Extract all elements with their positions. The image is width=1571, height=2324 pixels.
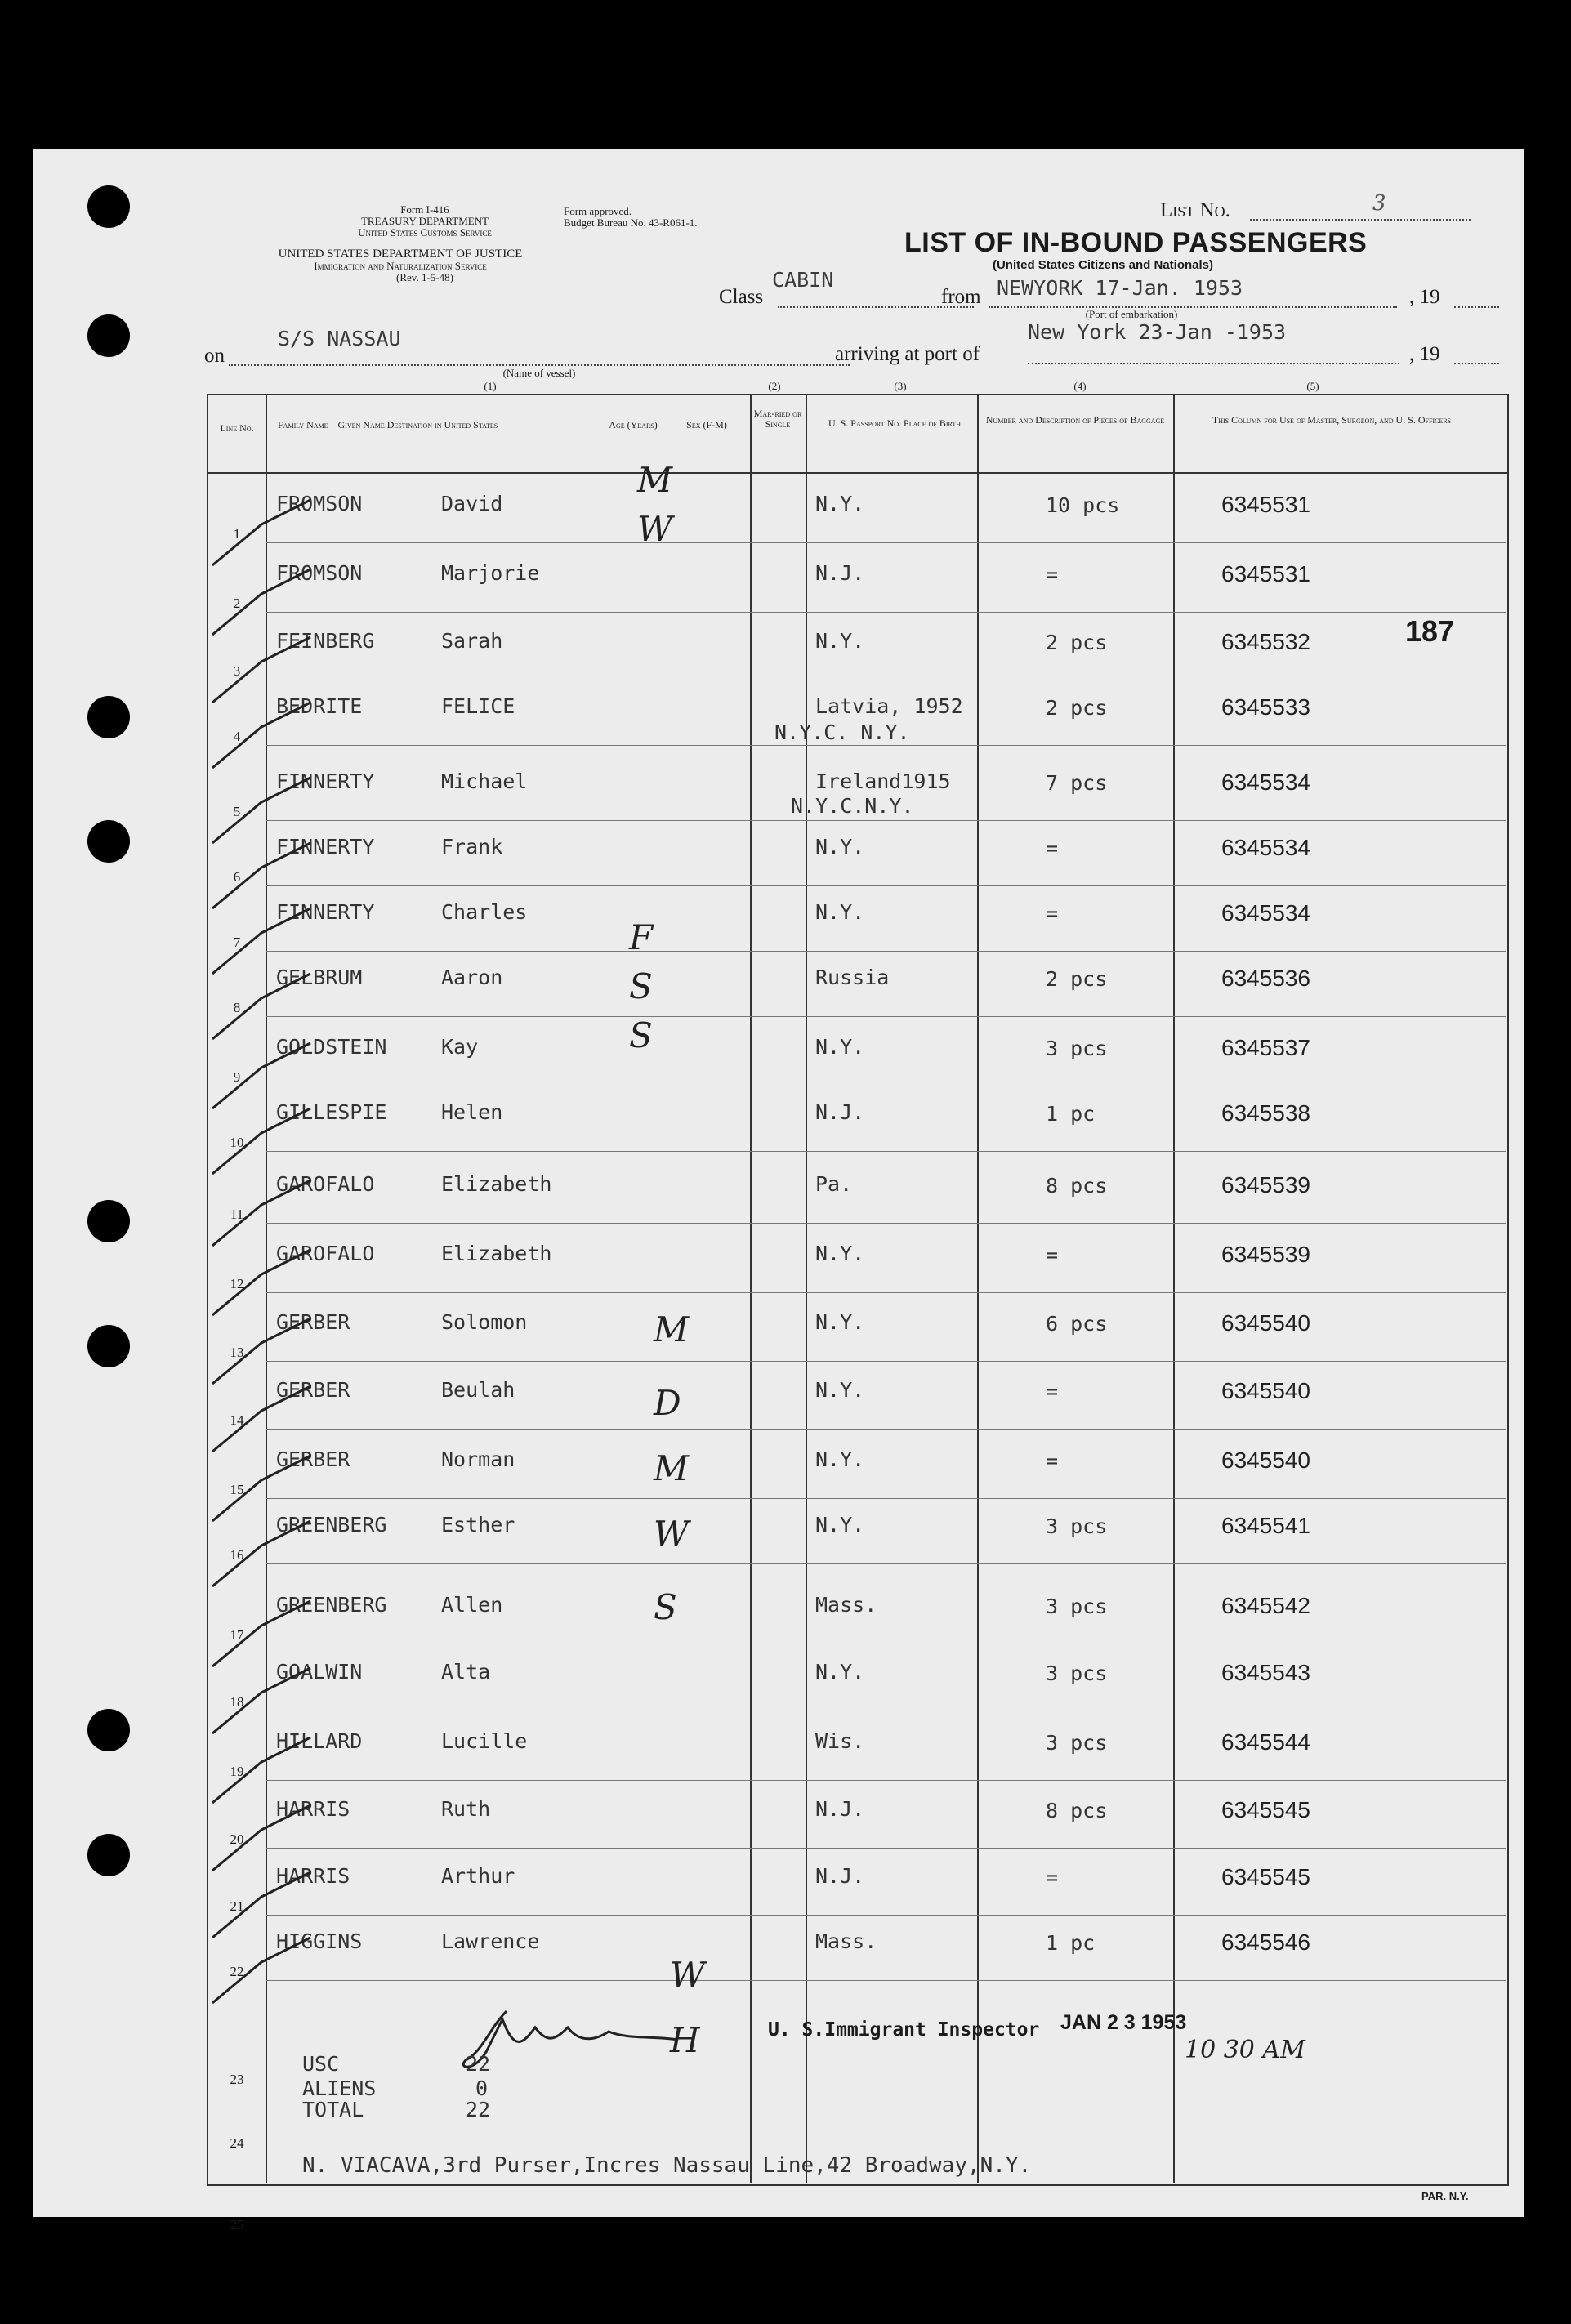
aliens-value: 0 [475, 2076, 489, 2100]
arriving-field [1028, 363, 1399, 364]
birth-place: Russia [815, 966, 890, 989]
row-number: 2 [233, 595, 241, 611]
officer-code: 6345538 [1221, 1100, 1311, 1126]
birth-place: N.Y. [815, 1447, 865, 1471]
baggage: 3 pcs [1046, 1595, 1108, 1618]
list-no-field [1250, 219, 1471, 221]
extra-place-row4: N.Y.C. N.Y. [774, 720, 910, 744]
officer-code: 6345539 [1221, 1242, 1311, 1267]
family-name: HIGGINS [276, 1929, 363, 1953]
officer-code: 6345532 [1221, 629, 1311, 654]
row-number: 3 [233, 663, 241, 679]
birth-place: Wis. [815, 1729, 865, 1753]
usc-label: USC [302, 2052, 340, 2076]
birth-place: Pa. [815, 1172, 853, 1196]
binder-hole [87, 1834, 130, 1876]
row-number: 10 [230, 1135, 244, 1150]
given-name: Solomon [441, 1310, 528, 1334]
handwritten-mark: W [654, 1514, 690, 1554]
family-name: GERBER [276, 1447, 350, 1471]
port-note: (Port of embarkation) [1085, 308, 1178, 320]
baggage: = [1046, 563, 1059, 587]
total-label: TOTAL [302, 2098, 364, 2121]
row-number: 23 [230, 2072, 244, 2087]
handwritten-mark: M [654, 1309, 690, 1349]
officer-code: 6345534 [1221, 835, 1311, 860]
row-number: 9 [233, 1069, 241, 1085]
family-name: FROMSON [276, 492, 363, 515]
family-name: FROMSON [276, 561, 363, 585]
family-name: GREENBERG [276, 1593, 387, 1617]
treasury-dept: TREASURY DEPARTMENT [360, 215, 489, 227]
officer-code: 6345536 [1221, 966, 1311, 991]
inspector-date: JAN 2 3 1953 [1060, 2011, 1187, 2034]
family-name: GAROFALO [276, 1242, 375, 1265]
birth-place: N.Y. [815, 1242, 865, 1265]
given-name: Norman [441, 1447, 515, 1471]
family-name: FINNERTY [276, 835, 375, 859]
birth-place: N.Y. [815, 629, 865, 653]
from-value: NEWYORK 17-Jan. 1953 [997, 276, 1243, 300]
year-suffix-2: , 19 [1409, 343, 1440, 365]
baggage: = [1046, 1449, 1059, 1473]
handwritten-mark: S [629, 966, 653, 1006]
page-subtitle: (United States Citizens and Nationals) [992, 258, 1214, 272]
row-number: 21 [230, 1898, 244, 1914]
col-num-1: (1) [484, 380, 497, 392]
inspector-time: 10 30 AM [1185, 2036, 1305, 2064]
arriving-value: New York 23-Jan -1953 [1028, 320, 1287, 344]
given-name: Lucille [441, 1729, 528, 1753]
form-approved: Form approved. [564, 205, 632, 217]
check-marks [196, 459, 1013, 2093]
given-name: Alta [441, 1660, 491, 1684]
binder-hole [87, 696, 130, 738]
justice-dept: UNITED STATES DEPARTMENT OF JUSTICE [278, 248, 523, 261]
given-name: Frank [441, 835, 503, 859]
given-name: Beulah [441, 1378, 515, 1402]
row-number: 5 [233, 804, 241, 819]
row-number: 14 [230, 1412, 244, 1428]
family-name: HARRIS [276, 1864, 350, 1888]
header-married: Mar-ried or Single [753, 408, 802, 430]
binder-hole [87, 185, 130, 228]
birth-place: N.Y. [815, 1035, 865, 1059]
birth-place: N.Y. [815, 835, 865, 859]
officer-code: 6345537 [1221, 1035, 1311, 1060]
given-name: Esther [441, 1513, 515, 1537]
birth-place: N.J. [815, 561, 865, 585]
arriving-label: arriving at port of [835, 343, 980, 365]
family-name: GOALWIN [276, 1660, 363, 1684]
header-passport: U. S. Passport No. Place of Birth [828, 417, 962, 429]
list-no-label: List No. [1160, 199, 1230, 221]
extra-place-row5: N.Y.C.N.Y. [791, 794, 914, 818]
row-number: 13 [230, 1345, 244, 1360]
col-num-2: (2) [768, 380, 781, 392]
class-value: CABIN [772, 268, 834, 292]
birth-place: N.Y. [815, 1660, 865, 1684]
row-number: 24 [230, 2135, 244, 2151]
page-title: LIST OF IN-BOUND PASSENGERS [904, 227, 1368, 258]
year-suffix-1: , 19 [1409, 286, 1440, 308]
class-label: Class [719, 286, 764, 308]
given-name: Allen [441, 1593, 503, 1617]
baggage: 3 pcs [1046, 1731, 1108, 1755]
revision: (Rev. 1-5-48) [396, 271, 453, 283]
form-number: Form I-416 [400, 203, 449, 216]
officer-code: 6345542 [1221, 1593, 1311, 1618]
family-name: HARRIS [276, 1797, 350, 1821]
usc-value: 22 [466, 2052, 491, 2076]
handwritten-mark: W [637, 509, 673, 549]
baggage: = [1046, 836, 1059, 860]
family-name: GILLESPIE [276, 1100, 387, 1124]
row-number: 11 [230, 1207, 244, 1222]
birth-place: N.J. [815, 1797, 865, 1821]
officer-code: 6345540 [1221, 1310, 1311, 1336]
family-name: HILLARD [276, 1729, 363, 1753]
baggage: 8 pcs [1046, 1174, 1108, 1198]
baggage: 1 pc [1046, 1931, 1096, 1955]
row-number: 6 [233, 869, 241, 885]
given-name: Lawrence [441, 1929, 540, 1953]
family-name: FINNERTY [276, 900, 375, 924]
family-name: GERBER [276, 1378, 350, 1402]
baggage: = [1046, 902, 1059, 926]
birth-place: N.Y. [815, 1310, 865, 1334]
family-name: GERBER [276, 1310, 350, 1334]
footer-mark: PAR. N.Y. [1421, 2190, 1469, 2202]
row-number: 8 [233, 1000, 241, 1015]
binder-hole [87, 1200, 130, 1242]
birth-place: N.Y. [815, 900, 865, 924]
baggage: = [1046, 1380, 1059, 1403]
aliens-label: ALIENS [302, 2076, 377, 2100]
given-name: Aaron [441, 966, 503, 989]
vessel-value: S/S NASSAU [278, 327, 401, 350]
baggage: 7 pcs [1046, 771, 1108, 795]
given-name: Ruth [441, 1797, 491, 1821]
handwritten-mark: S [654, 1587, 677, 1627]
birth-place: N.Y. [815, 492, 865, 515]
baggage: 2 pcs [1046, 696, 1108, 720]
from-field [989, 306, 1397, 308]
baggage: 10 pcs [1046, 493, 1120, 517]
handwritten-mark: F [629, 917, 654, 957]
officer-code: 6345543 [1221, 1660, 1311, 1685]
year-field-1 [1454, 306, 1499, 308]
header-sex: Sex (F-M) [686, 419, 727, 430]
given-name: Kay [441, 1035, 479, 1059]
birth-place: Mass. [815, 1929, 877, 1953]
birth-place: N.J. [815, 1864, 865, 1888]
family-name: GREENBERG [276, 1513, 387, 1537]
birth-place: Latvia, 1952 [815, 694, 963, 718]
family-name: GAROFALO [276, 1172, 375, 1196]
row-number: 16 [230, 1547, 244, 1563]
handwritten-mark: W [670, 1955, 706, 1995]
baggage: 2 pcs [1046, 967, 1108, 991]
officer-code: 6345531 [1221, 561, 1311, 587]
given-name: Charles [441, 900, 528, 924]
binder-hole [87, 1325, 130, 1367]
vessel-note: (Name of vessel) [502, 367, 576, 379]
birth-place: N.Y. [815, 1513, 865, 1537]
family-name: FEINBERG [276, 629, 375, 653]
row-number: 20 [230, 1831, 244, 1847]
given-name: Michael [441, 769, 528, 793]
birth-place: N.Y. [815, 1378, 865, 1402]
officer-code: 6345541 [1221, 1513, 1311, 1538]
header-age: Age (Years) [609, 419, 658, 430]
binder-hole [87, 1709, 130, 1751]
handwritten-mark: M [637, 460, 673, 500]
birth-place: Ireland1915 [815, 769, 951, 793]
budget-bureau: Budget Bureau No. 43-R061-1. [564, 216, 698, 229]
family-name: BEDRITE [276, 694, 363, 718]
handwritten-mark: S [629, 1015, 653, 1055]
baggage: 3 pcs [1046, 1037, 1108, 1060]
purser-line: N. VIACAVA,3rd Purser,Incres Nassau Line,42 Broadway,N.Y. [302, 2153, 1032, 2178]
baggage: = [1046, 1866, 1059, 1889]
header-name: Family Name—Given Name Destination in United States [278, 419, 498, 430]
page-stamp: 187 [1405, 614, 1455, 648]
handwritten-mark: M [654, 1448, 690, 1488]
row-number: 25 [230, 2217, 244, 2233]
header-baggage: Number and Description of Pieces of Baggage [985, 414, 1165, 426]
baggage: 8 pcs [1046, 1799, 1108, 1822]
row-number: 15 [230, 1482, 244, 1497]
given-name: Arthur [441, 1864, 515, 1888]
row-number: 7 [233, 935, 241, 950]
binder-hole [87, 314, 130, 357]
given-name: Marjorie [441, 561, 540, 585]
given-name: FELICE [441, 694, 515, 718]
baggage: 3 pcs [1046, 1514, 1108, 1538]
row-number: 12 [230, 1276, 244, 1291]
list-no-value: 3 [1372, 191, 1386, 216]
on-label: on [204, 345, 225, 367]
baggage: 3 pcs [1046, 1662, 1108, 1685]
inspector-label: U. S.Immigrant Inspector [768, 2019, 1040, 2041]
officer-code: 6345531 [1221, 492, 1311, 517]
baggage: 2 pcs [1046, 631, 1108, 654]
year-field-2 [1454, 363, 1499, 364]
row-number: 4 [233, 729, 241, 744]
total-value: 22 [466, 2098, 491, 2121]
officer-code: 6345534 [1221, 900, 1311, 926]
binder-hole [87, 820, 130, 863]
ins-service: Immigration and Naturalization Service [314, 260, 487, 272]
officer-code: 6345540 [1221, 1378, 1311, 1403]
handwritten-mark: D [654, 1383, 681, 1423]
handwritten-mark: H [670, 2020, 700, 2060]
row-number: 18 [230, 1694, 244, 1710]
from-label: from [941, 286, 981, 308]
col-num-5: (5) [1306, 380, 1319, 392]
officer-code: 6345544 [1221, 1729, 1311, 1755]
header-officers: This Column for Use of Master, Surgeon, and U. S. Officers [1212, 414, 1452, 426]
given-name: David [441, 492, 503, 515]
birth-place: Mass. [815, 1593, 877, 1617]
row-number: 17 [230, 1627, 244, 1643]
baggage: = [1046, 1243, 1059, 1267]
officer-code: 6345545 [1221, 1797, 1311, 1822]
officer-code: 6345539 [1221, 1172, 1311, 1198]
officer-code: 6345534 [1221, 769, 1311, 795]
row-number: 22 [230, 1964, 244, 1979]
row-number: 19 [230, 1764, 244, 1779]
vessel-field [229, 364, 850, 366]
customs-service: United States Customs Service [358, 226, 492, 239]
family-name: GELBRUM [276, 966, 363, 989]
officer-code: 6345546 [1221, 1929, 1311, 1955]
col-num-3: (3) [894, 380, 907, 392]
officer-code: 6345533 [1221, 694, 1311, 720]
officer-code: 6345540 [1221, 1447, 1311, 1473]
officer-code: 6345545 [1221, 1864, 1311, 1889]
given-name: Elizabeth [441, 1172, 552, 1196]
row-number: 1 [233, 526, 241, 542]
document-page [33, 149, 1524, 2233]
given-name: Elizabeth [441, 1242, 552, 1265]
col-num-4: (4) [1073, 380, 1087, 392]
given-name: Helen [441, 1100, 503, 1124]
birth-place: N.J. [815, 1100, 865, 1124]
given-name: Sarah [441, 629, 503, 653]
baggage: 1 pc [1046, 1102, 1096, 1126]
header-line-no: Line No. [220, 422, 254, 434]
family-name: GOLDSTEIN [276, 1035, 387, 1059]
family-name: FINNERTY [276, 769, 375, 793]
baggage: 6 pcs [1046, 1312, 1108, 1336]
